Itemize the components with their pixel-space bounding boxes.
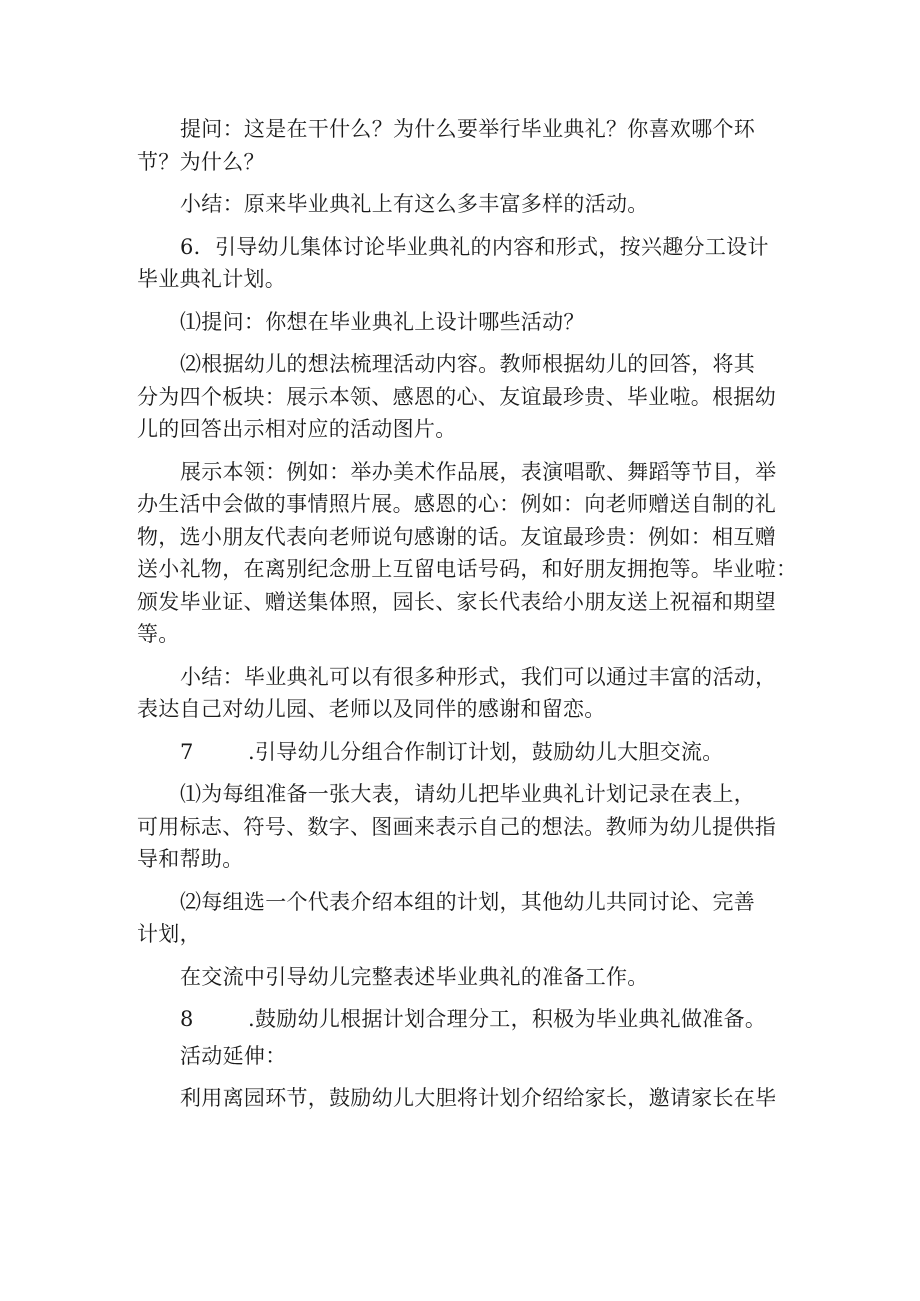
text-line: 在交流中引导幼儿完整表述毕业典礼的准备工作。 — [180, 964, 649, 989]
paragraph-step-7 — [137, 736, 797, 769]
text-line: 提问：这是在干什么？为什么要举行毕业典礼？你喜欢哪个环 — [180, 117, 756, 141]
paragraph-step-7-2 — [137, 886, 797, 951]
paragraph-step-8 — [137, 1003, 797, 1036]
paragraph-step-7-2-cont — [137, 961, 797, 994]
text-line: 计划， — [137, 922, 201, 946]
paragraph-extension-heading — [137, 1040, 797, 1073]
text-line: 表达自己对幼儿园、老师以及同伴的感谢和留恋。 — [137, 697, 606, 721]
text-line: ⑵根据幼儿的想法梳理活动内容。教师根据幼儿的回答，将其 — [180, 352, 756, 376]
text-line: 导和帮助。 — [137, 847, 244, 871]
step-number: 7 — [180, 739, 194, 764]
text-line: 颁发毕业证、赠送集体照，园长、家长代表给小朋友送上祝福和期望 — [137, 589, 776, 614]
text-line: 小结：原来毕业典礼上有这么多丰富多样的活动。 — [180, 192, 649, 216]
paragraph-summary-2 — [137, 661, 797, 726]
step-text: .鼓励幼儿根据计划合理分工，积极为毕业典礼做准备。 — [248, 1007, 767, 1031]
paragraph-extension — [137, 1082, 797, 1115]
text-line: 送小礼物，在离别纪念册上互留电话号码，和好朋友拥抱等。毕业啦： — [137, 557, 798, 581]
paragraph-question — [137, 113, 797, 178]
text-line: ⑴提问：你想在毕业典礼上设计哪些活动？ — [180, 309, 585, 334]
text-line: 展示本领：例如：举办美术作品展，表演唱歌、舞蹈等节目，举 — [180, 459, 777, 484]
paragraph-examples — [137, 456, 797, 651]
text-line: ⑵每组选一个代表介绍本组的计划，其他幼儿共同讨论、完善 — [180, 889, 756, 914]
text-line: 利用离园环节，鼓励幼儿大胆将计划介绍给家长，邀请家长在毕 — [180, 1086, 777, 1110]
text-line: 6．引导幼儿集体讨论毕业典礼的内容和形式，按兴趣分工设计 — [180, 234, 769, 259]
step-text: .引导幼儿分组合作制订计划，鼓励幼儿大胆交流。 — [248, 739, 724, 764]
text-line: 等。 — [137, 622, 180, 646]
paragraph-step-6 — [137, 231, 797, 296]
text-line: 物，选小朋友代表向老师说句感谢的话。友谊最珍贵：例如：相互赠 — [137, 524, 776, 549]
step-number: 8 — [180, 1007, 194, 1031]
paragraph-summary-1 — [137, 188, 797, 221]
text-line: 办生活中会做的事情照片展。感恩的心：例如：向老师赠送自制的礼 — [137, 492, 776, 516]
text-line: 分为四个板块：展示本领、感恩的心、友谊最珍贵、毕业啦。根据幼 — [137, 384, 776, 409]
paragraph-step-6-1 — [137, 306, 797, 339]
text-line: 节？为什么？ — [137, 149, 265, 174]
paragraph-step-6-2 — [137, 348, 797, 446]
document-page — [137, 113, 797, 1115]
text-line: 可用标志、符号、数字、图画来表示自己的想法。教师为幼儿提供指 — [137, 814, 776, 839]
text-line: ⑴为每组准备一张大表，请幼儿把毕业典礼计划记录在表上， — [180, 782, 756, 806]
text-line: 毕业典礼计划。 — [137, 267, 287, 291]
text-line: 活动延伸： — [180, 1043, 287, 1068]
text-line: 儿的回答出示相对应的活动图片。 — [137, 417, 457, 441]
text-line: 小结：毕业典礼可以有很多种形式，我们可以通过丰富的活动， — [180, 664, 777, 689]
paragraph-step-7-1 — [137, 778, 797, 876]
